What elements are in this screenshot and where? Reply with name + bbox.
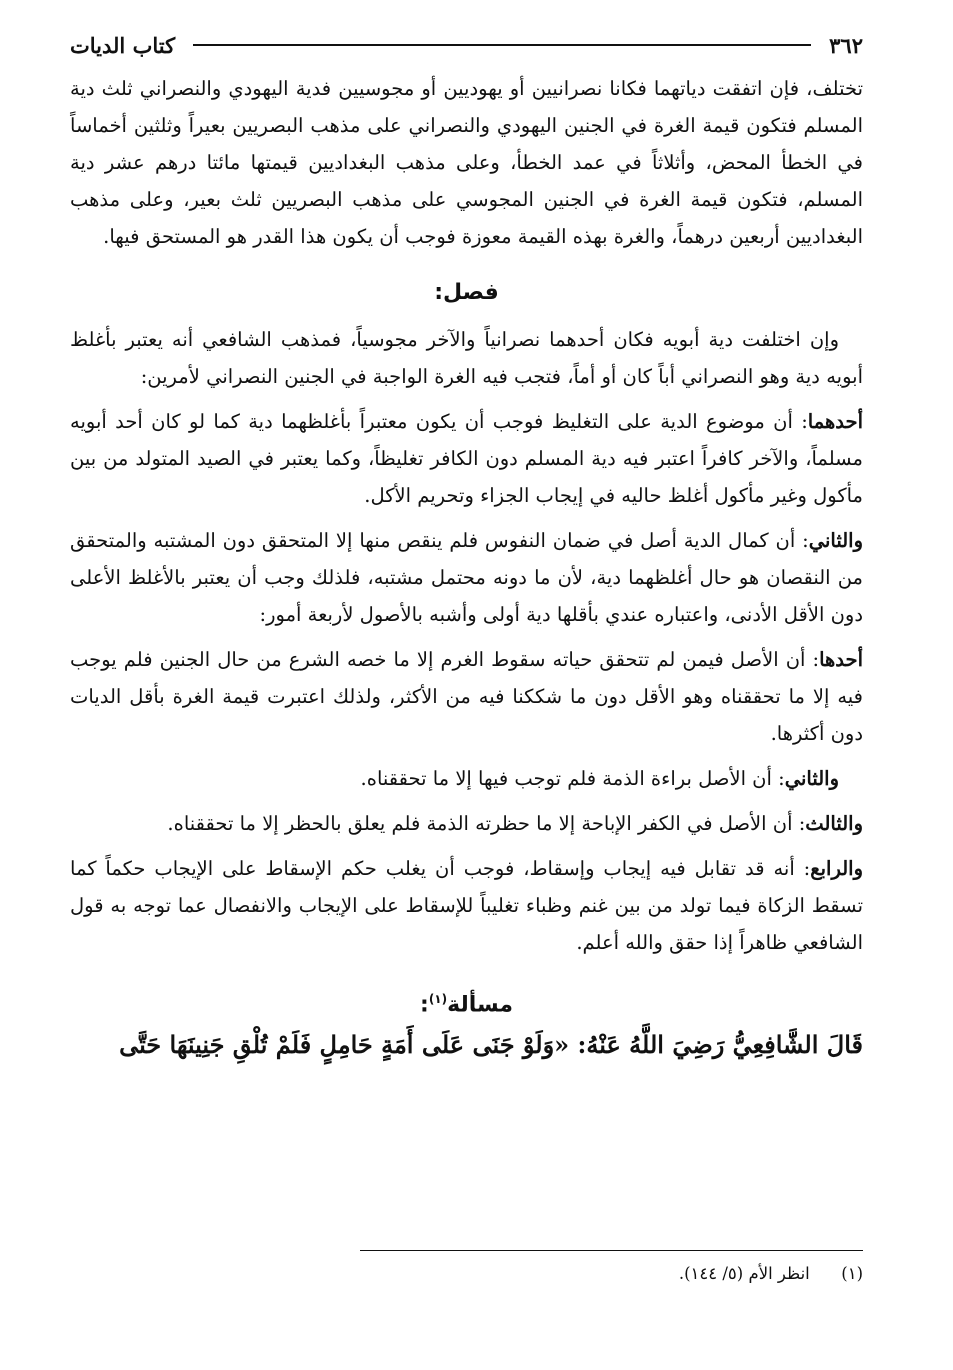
running-title: كتاب الديات [70,32,176,58]
footnote-marker: (١) [428,992,448,1006]
paragraph-2: وإن اختلفت دية أبويه فكان أحدهما نصرانياً والآخر مجوسياً، فمذهب الشافعي أنه يعتبر بأغلظ أبويه دية وهو النصراني أباً كان أو أماً، فتجب فيه الغرة الواجبة في الجنين النصراني لأمرين: [70,328,863,388]
footnote-number: (١) [841,1264,863,1283]
point-1 [70,641,863,752]
point-4-label: والرابع [810,857,863,880]
point-3-text: : أن الأصل في الكفر الإباحة إلا ما حظرته الذمة فلم يعلق بالحظر إلا ما تحققناه. [167,812,806,835]
masala-title: مسألة [447,992,513,1018]
reason-2-label: والثاني [808,529,863,552]
point-2 [70,760,863,797]
paragraph-1: تختلف، فإن اتفقت دياتهما فكانا نصرانيين أو يهوديين أو مجوسيين فدية اليهودي والنصراني ثلث دية المسلم فتكون قيمة الغرة في الجنين اليهودي والنصراني على مذهب البصريين بعيراً وثلثين أخماساً في الخطأ المحض، وأثلاثاً في عمد الخطأ، وعلى مذهب البغداديين قيمتها مائتا درهم عشر دية المسلم، فتكون قيمة الغرة في الجنين المجوسي على مذهب البصريين ثلث بعير، وعلى مذهب البغداديين أربعين درهماً، والغرة بهذه القيمة معوزة فوجب أن يكون هذا القدر هو المستحق فيها. [70,77,863,248]
footnote-rule [360,1250,863,1251]
reason-1-label: أحدهما [807,410,863,433]
header-rule [193,44,811,46]
page-header [70,28,863,62]
footnote [70,1264,863,1283]
footnote-text: انظر الأم (٥/ ١٤٤). [678,1264,810,1283]
reason-2 [70,522,863,633]
point-1-text: : أن الأصل فيمن لم تتحقق حياته سقوط الغرم إلا ما خصه الشرع من حال الجنين فلم يوجب فيه إلا ما تحققناه وهو الأقل دون ما شككنا فيه من الأكثر، ولذلك اعتبرت قيمة الغرة بأقل الديات دون أكثرها. [70,648,863,745]
point-4 [70,850,863,961]
document-page [70,28,863,1283]
section-heading-fasl: فصل: [434,280,499,305]
reason-2-text: : أن كمال الدية أصل في ضمان النفوس فلم ينقص منها إلا المتحقق دون المشتبه والمتحقق من النقصان هو حال أغلظهما دية، لأن ما دونه محتمل مشتبه، فلذلك وجب أن يعتبر بالأغلظ الأعلى دون الأقل الأدنى، واعتباره عندي بأقلها دية أولى وأشبه بالأصول لأربعة أمور: [70,529,863,626]
page-number: ٣٦٢ [829,32,863,58]
point-2-label: والثاني [784,767,839,790]
reason-1-text: : أن موضوع الدية على التغليظ فوجب أن يكون معتبراً بأغلظهما دية كما لو كان أحد أبويه مسلماً، والآخر كافراً اعتبر فيه دية المسلم دون الكافر تغليظاً، وكما يعتبر في الصيد المتولد من بين مأكول وغير مأكول أغلظ حاليه في إيجاب الجزاء وتحريم الأكل. [70,410,863,507]
point-1-label: أحدها [819,648,863,671]
point-4-text: : أنه قد تقابل فيه إيجاب وإسقاط، فوجب أن يغلب حكم الإسقاط على الإيجاب حكماً كما تسقط الزكاة فيما تولد من بين غنم وظباء تغليباً للإسقاط على الإيجاب والانفصال عما توجه به قول الشافعي ظاهراً إذا حقق والله أعلم. [70,857,863,954]
point-3 [70,805,863,842]
reason-1 [70,403,863,514]
section-heading-masala [70,979,863,1025]
shafii-quote: قَالَ الشَّافِعِيُّ رَضِيَ اللَّهُ عَنْهُ: «وَلَوْ جَنَى عَلَى أَمَةٍ حَامِلٍ فَلَمْ تُلْقِ جَنِينَهَا حَتَّى [119,1030,863,1060]
masala-colon: : [420,992,429,1018]
point-3-label: والثالث [805,812,863,835]
point-2-text: : أن الأصل براءة الذمة فلم توجب فيها إلا ما تحققناه. [360,767,785,790]
